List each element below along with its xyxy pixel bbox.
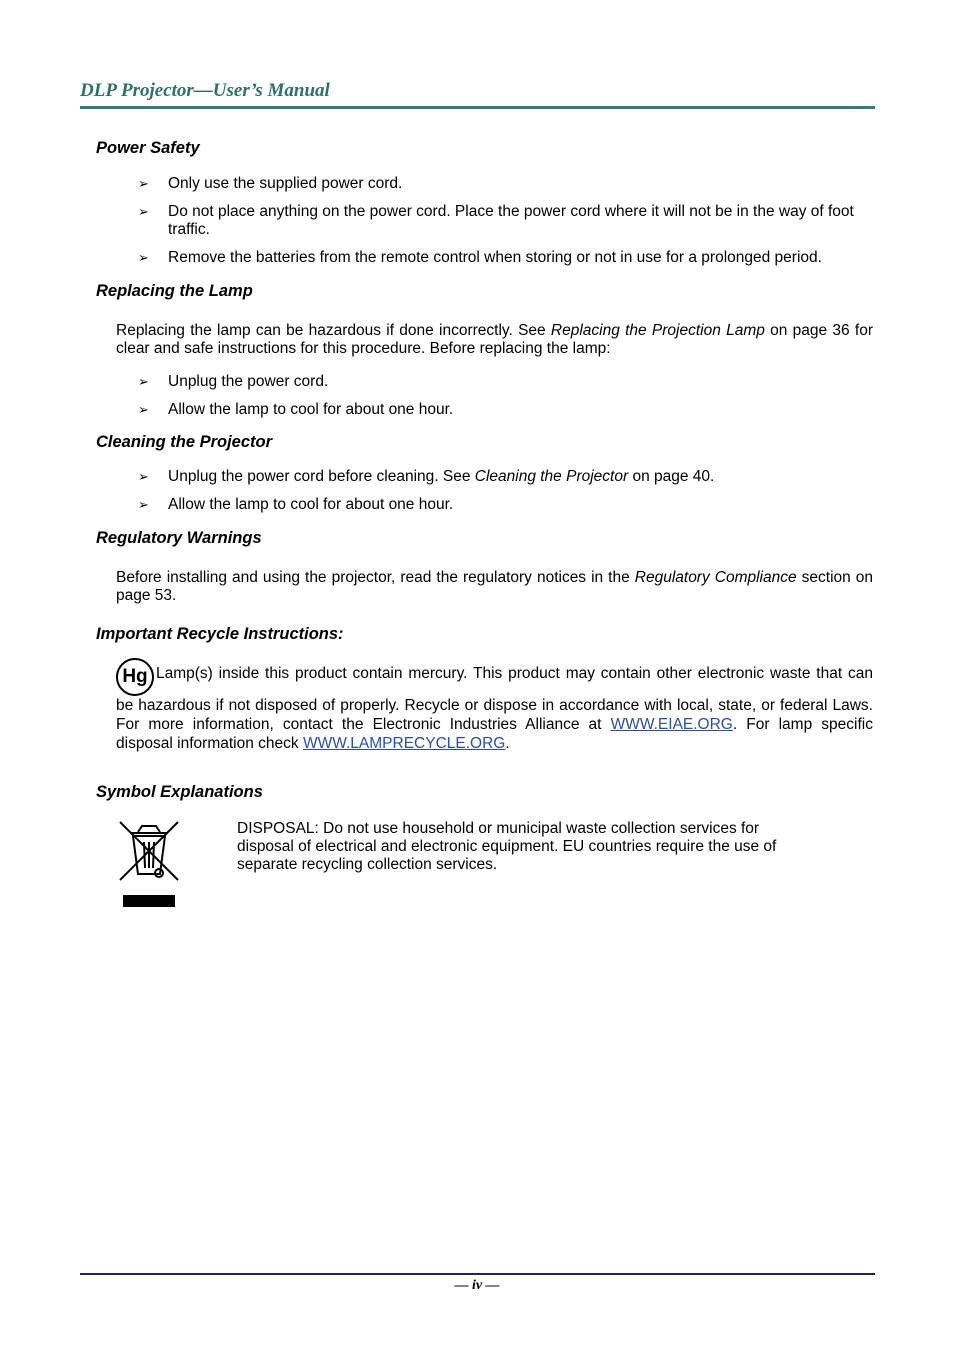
arrow-bullet-icon: ➢ bbox=[138, 250, 149, 265]
recycle-paragraph: Hg Lamp(s) inside this product contain mercury. This product may contain other electronic waste that can be hazardous if not disposed of properly. Recycle or dispose in accordance with local, state, or federal Laws. For more information, contact the Electronic Industries Alliance at WWW.EIAE.ORG. For lamp specific disposal information check WWW.LAMPRECYCLE.ORG. bbox=[116, 664, 873, 753]
arrow-bullet-icon: ➢ bbox=[138, 402, 149, 417]
replacing-lamp-paragraph: Replacing the lamp can be hazardous if done incorrectly. See Replacing the Projection Lamp on page 36 for clear and safe instructions for this procedure. Before replacing the lamp: bbox=[116, 322, 873, 357]
manual-title: DLP Projector—User’s Manual bbox=[80, 80, 330, 101]
footer-divider bbox=[80, 1273, 875, 1275]
regulatory-paragraph: Before installing and using the projector, read the regulatory notices in the Regulatory Compliance section on page 53. bbox=[116, 569, 874, 604]
page-number: — iv — bbox=[454, 1278, 500, 1293]
power-safety-list bbox=[138, 175, 874, 277]
list-item: ➢ Unplug the power cord. bbox=[138, 373, 329, 390]
arrow-bullet-icon: ➢ bbox=[138, 176, 149, 191]
heading-replacing-lamp: Replacing the Lamp bbox=[96, 282, 253, 300]
eiae-link[interactable]: WWW.EIAE.ORG bbox=[610, 716, 733, 733]
list-item: ➢ Remove the batteries from the remote control when storing or not in use for a prolonged period. bbox=[138, 249, 822, 266]
mercury-hg-icon: Hg bbox=[116, 658, 154, 696]
arrow-bullet-icon: ➢ bbox=[138, 497, 149, 512]
lamprecycle-link[interactable]: WWW.LAMPRECYCLE.ORG bbox=[302, 735, 506, 752]
list-item: ➢ Allow the lamp to cool for about one hour. bbox=[138, 496, 454, 513]
list-item: ➢ Allow the lamp to cool for about one hour. bbox=[138, 401, 454, 418]
list-item: ➢ Only use the supplied power cord. bbox=[138, 175, 403, 192]
header-divider bbox=[80, 106, 875, 109]
list-item: ➢ Do not place anything on the power cord. Place the power cord where it will not be in the way of foot traffic. bbox=[138, 203, 854, 238]
arrow-bullet-icon: ➢ bbox=[138, 204, 149, 219]
heading-regulatory-warnings: Regulatory Warnings bbox=[96, 529, 262, 547]
list-item: ➢ Unplug the power cord before cleaning. See Cleaning the Projector on page 40. bbox=[138, 468, 715, 485]
cleaning-list bbox=[138, 468, 874, 524]
crossed-out-bin-icon bbox=[116, 818, 182, 910]
heading-power-safety: Power Safety bbox=[96, 139, 200, 157]
arrow-bullet-icon: ➢ bbox=[138, 374, 149, 389]
heading-recycle-instructions: Important Recycle Instructions: bbox=[96, 625, 344, 643]
disposal-explanation: DISPOSAL: Do not use household or municipal waste collection services for disposal of electrical and electronic equipment. EU countries require the use of separate recycling collection services. bbox=[237, 820, 777, 873]
replacing-lamp-list bbox=[138, 373, 874, 429]
arrow-bullet-icon: ➢ bbox=[138, 469, 149, 484]
heading-symbol-explanations: Symbol Explanations bbox=[96, 783, 263, 801]
heading-cleaning-projector: Cleaning the Projector bbox=[96, 433, 273, 451]
